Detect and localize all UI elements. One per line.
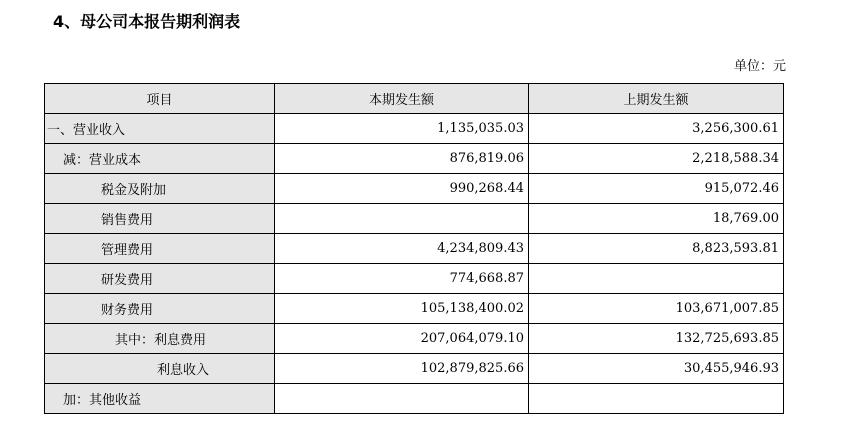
page-heading: 4、母公司本报告期利润表 [53,12,241,31]
previous-period-value: 132,725,693.85 [529,324,784,354]
row-label: 研发费用 [45,264,275,294]
previous-period-value: 18,769.00 [529,204,784,234]
row-label: 利息收入 [45,354,275,384]
row-label: 其中：利息费用 [45,324,275,354]
previous-period-value: 8,823,593.81 [529,234,784,264]
row-label: 管理费用 [45,234,275,264]
previous-period-value: 103,671,007.85 [529,294,784,324]
current-period-value [275,384,529,414]
table-row [45,354,784,384]
row-label: 加：其他收益 [45,384,275,414]
table-row [45,144,784,174]
previous-period-value: 30,455,946.93 [529,354,784,384]
unit-label: 单位：元 [733,59,786,74]
previous-period-value: 2,218,588.34 [529,144,784,174]
row-label: 减：营业成本 [45,144,275,174]
previous-period-value [529,264,784,294]
current-period-value: 207,064,079.10 [275,324,529,354]
column-header-item: 项目 [45,84,275,114]
current-period-value: 102,879,825.66 [275,354,529,384]
current-period-value: 4,234,809.43 [275,234,529,264]
current-period-value: 105,138,400.02 [275,294,529,324]
current-period-value [275,204,529,234]
table-row [45,204,784,234]
current-period-value: 876,819.06 [275,144,529,174]
previous-period-value [529,384,784,414]
previous-period-value: 3,256,300.61 [529,114,784,144]
table-row [45,234,784,264]
column-header-current-period: 本期发生额 [275,84,529,114]
row-label: 一、营业收入 [45,114,275,144]
current-period-value: 774,668.87 [275,264,529,294]
table-header-row [45,84,784,114]
row-label: 税金及附加 [45,174,275,204]
previous-period-value: 915,072.46 [529,174,784,204]
table-row [45,264,784,294]
table-row [45,384,784,414]
table-row [45,324,784,354]
table-row [45,174,784,204]
current-period-value: 990,268.44 [275,174,529,204]
current-period-value: 1,135,035.03 [275,114,529,144]
row-label: 销售费用 [45,204,275,234]
income-statement-table [44,83,784,414]
table-row [45,114,784,144]
row-label: 财务费用 [45,294,275,324]
column-header-previous-period: 上期发生额 [529,84,784,114]
table-row [45,294,784,324]
